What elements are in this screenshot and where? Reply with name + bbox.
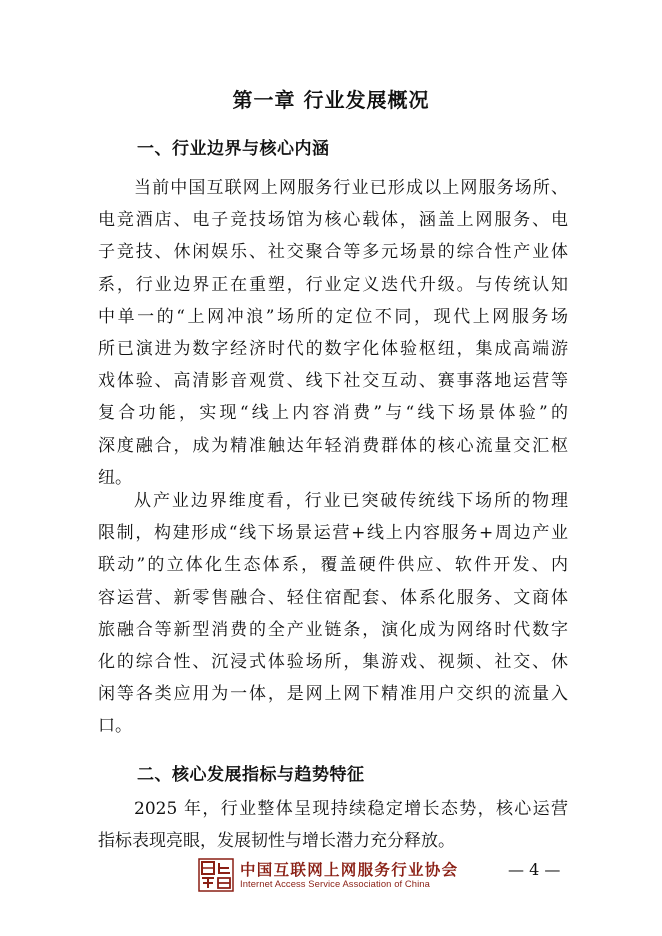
paragraph-line: 指标表现亮眼，发展韧性与增长潜力充分释放。 bbox=[98, 831, 455, 852]
paragraph-line: 纽。 bbox=[98, 467, 132, 488]
page-number: — 4 — bbox=[508, 860, 561, 879]
paragraph-line: 从产业边界维度看，行业已突破传统线下场所的物理 bbox=[134, 491, 568, 511]
paragraph-line: 旅融合等新型消费的全产业链条，演化成为网络时代数字 bbox=[98, 619, 568, 640]
paragraph-line: 戏体验、高清影音观赏、线下社交互动、赛事落地运营等 bbox=[98, 371, 568, 392]
paragraph-core-indicators bbox=[98, 793, 568, 857]
association-name-en: Internet Access Service Association of China bbox=[240, 878, 430, 889]
paragraph-line: 2025 年，行业整体呈现持续稳定增长态势，核心运营 bbox=[134, 799, 568, 819]
footer-association-logo bbox=[198, 858, 470, 894]
paragraph-line: 子竞技、休闲娱乐、社交聚合等多元场景的综合性产业体 bbox=[98, 242, 568, 263]
section-heading-2: 二、核心发展指标与趋势特征 bbox=[137, 765, 365, 785]
paragraph-line: 化的综合性、沉浸式体验场所，集游戏、视频、社交、休 bbox=[98, 651, 568, 672]
paragraph-line: 当前中国互联网上网服务行业已形成以上网服务场所、 bbox=[134, 178, 568, 198]
association-logo-icon bbox=[198, 858, 234, 892]
chapter-title: 第一章 行业发展概况 bbox=[232, 88, 430, 112]
section-heading-1: 一、行业边界与核心内涵 bbox=[137, 139, 330, 159]
paragraph-industry-boundary bbox=[98, 485, 568, 743]
paragraph-line: 联动”的立体化生态体系，覆盖硬件供应、软件开发、内 bbox=[98, 555, 568, 576]
paragraph-industry-scope bbox=[98, 172, 568, 494]
association-name-cn: 中国互联网上网服务行业协会 bbox=[240, 860, 459, 879]
paragraph-line: 限制，构建形成“线下场景运营+线上内容服务+周边产业 bbox=[98, 523, 568, 544]
paragraph-line: 电竞酒店、电子竞技场馆为核心载体，涵盖上网服务、电 bbox=[98, 210, 568, 231]
paragraph-line: 深度融合，成为精准触达年轻消费群体的核心流量交汇枢 bbox=[98, 435, 568, 456]
paragraph-line: 闲等各类应用为一体，是网上网下精准用户交织的流量入 bbox=[98, 684, 568, 705]
paragraph-line: 系，行业边界正在重塑，行业定义迭代升级。与传统认知 bbox=[98, 274, 568, 295]
paragraph-line: 复合功能，实现“线上内容消费”与“线下场景体验”的 bbox=[98, 403, 568, 424]
paragraph-line: 中单一的“上网冲浪”场所的定位不同，现代上网服务场 bbox=[98, 306, 568, 327]
paragraph-line: 所已演进为数字经济时代的数字化体验枢纽，集成高端游 bbox=[98, 338, 568, 359]
paragraph-line: 口。 bbox=[98, 716, 132, 737]
paragraph-line: 容运营、新零售融合、轻住宿配套、体系化服务、文商体 bbox=[98, 587, 568, 608]
